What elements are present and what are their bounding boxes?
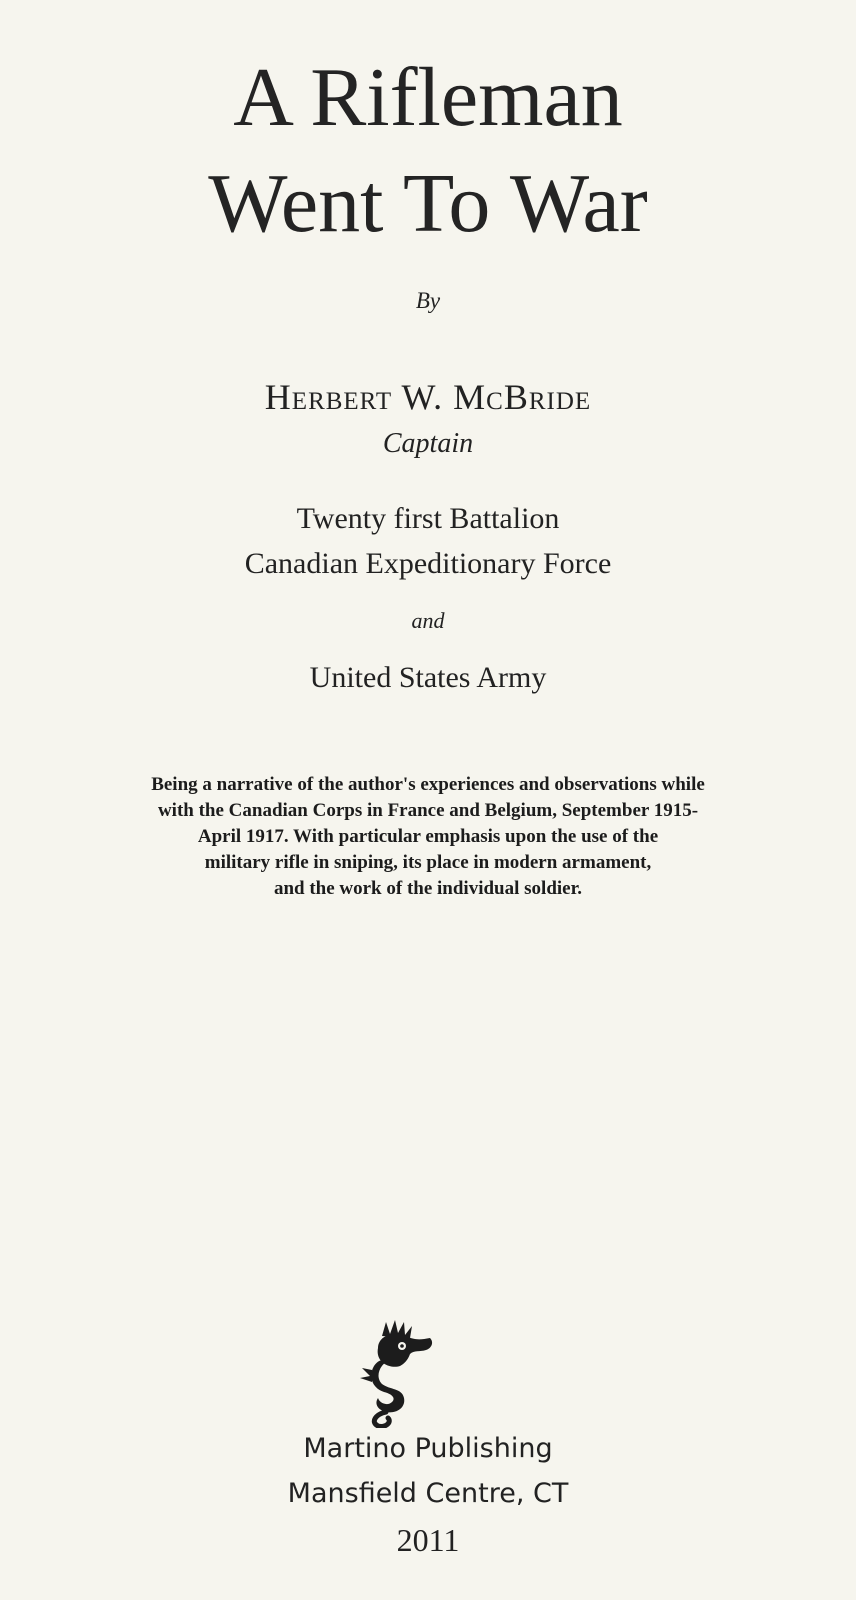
book-title-line-1: A Rifleman [233,51,623,144]
unit-conjunction: and [411,608,445,633]
unit-line-1: Twenty first Battalion [296,502,560,535]
author-name: Herbert W. McBride [264,377,592,417]
author-rank: Captain [382,428,474,459]
seahorse-logo-icon [360,1318,440,1428]
unit-line-3: United States Army [309,661,547,694]
book-description [40,772,816,902]
publication-year: 2011 [396,1522,460,1558]
description-line-4: military rifle in sniping, its place in modern armament, [204,852,652,873]
publisher-location: Mansfield Centre, CT [287,1478,569,1509]
description-line-2: with the Canadian Corps in France and Belgium, September 1915- [157,800,699,821]
description-line-1: Being a narrative of the author's experiences and observations while [151,774,705,795]
publisher-name: Martino Publishing [303,1433,553,1464]
byline: By [415,288,441,313]
unit-line-2: Canadian Expeditionary Force [244,547,612,580]
description-line-3: April 1917. With particular emphasis upon the use of the [197,826,659,847]
book-title-line-2: Went To War [208,157,648,250]
description-line-5: and the work of the individual soldier. [273,878,583,899]
